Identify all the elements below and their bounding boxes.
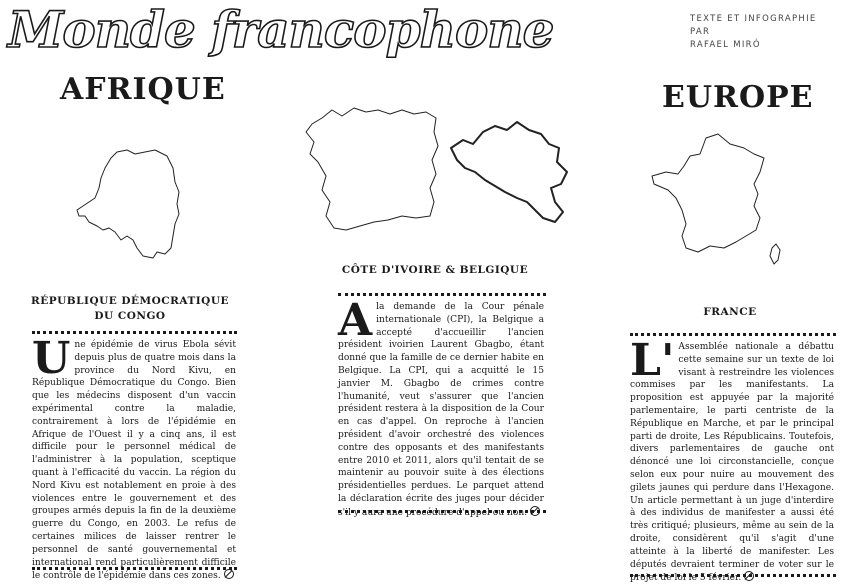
dotted-divider [630, 574, 836, 577]
article-text: la demande de la Cour pénale internationale (CPI), la Belgique a accepté d'accueillir l'ancien président ivoirien Laurent Gbagbo, étant donné que la famille de ce dernier habite en Belgique. La CPI, qui a acquitté le 15 janvier M. Gbagbo de crimes contre l'humanité, veut s'assurer que l'ancien président restera à la disposition de la Cour en cas d'appel. On reproche à l'ancien président d'avoir orchestré des violences contre des opposants et des manifestants entre 2010 et 2011, alors qu'il tentait de se maintenir au pouvoir suite à des élections présidentielles perdues. Le parquet attend la déclaration écrite des juges pour décider s'il y aura une procédure d'appel ou non. [338, 302, 544, 518]
dropcap-letter: L' [630, 335, 675, 386]
article-heading-france: FRANCE [703, 306, 757, 318]
belgium-map-outline [445, 118, 575, 228]
article-text: Assemblée nationale a débattu cette semaine sur un texte de loi visant à restreindre les violences commises par les manifestants. La proposition est appuyée par la majorité parlementaire, le parti centriste de la République en Marche, et par le principal parti de droite, Les Républicains. Toutefois, divers parlementaires de gauche ont dénoncé une loi circonstancielle, conçue selon eux pour nuire au mouvement des gilets jaunes qui perdure dans l'Hexagone. Un article permettant à un juge d'interdire à des individus de manifester a aussi été très critiqué; plusieurs, même au sein de la droite, considèrent qu'il s'agit d'une atteinte à la liberté de manifester. Les députés devraient terminer de voter sur le projet de loi le 5 février. [630, 342, 834, 584]
article-france [630, 335, 834, 585]
region-heading-europe: EUROPE [662, 80, 814, 115]
credits-author: RAFAEL MIRÓ [690, 40, 761, 50]
dotted-divider [338, 510, 546, 513]
dotted-divider [32, 567, 237, 570]
article-ci-be [338, 295, 544, 520]
dropcap-letter: U [32, 333, 71, 384]
article-rdc [32, 333, 236, 583]
credits-line: TEXTE ET INFOGRAPHIE PAR [690, 14, 817, 37]
end-mark-icon [224, 569, 234, 579]
dropcap-letter: A [338, 295, 373, 346]
article-text: ne épidémie de virus Ebola sévit depuis plus de quatre mois dans la province du Nord Kivu, en République Démocratique du Congo. Bien que les médecins disposent d'un vaccin expérimental contre la maladie, contrairement à lors de l'épidémie en Afrique de l'Ouest il y a cinq ans, il est difficile pour le personnel médical de l'administrer à la population, sceptique quant à l'efficacité du vaccin. La région du Nord Kivu est notablement en proie à des violences entre le gouvernement et des groupes armés depuis la fin de la deuxième guerre du Congo, en 2003. Le refus de certaines milices de laisser rentrer le personnel de santé gouvernemental et international rend particulièrement difficile le contrôle de l'épidémie dans ces zones. [32, 340, 236, 582]
france-map-outline [648, 132, 788, 267]
page-title: Monde francophone [8, 0, 554, 59]
article-heading-ci-be: CÔTE D'IVOIRE & BELGIQUE [341, 264, 529, 276]
author-credits [690, 13, 840, 52]
article-heading-rdc: RÉPUBLIQUE DÉMOCRATIQUE DU CONGO [31, 295, 229, 322]
cote-divoire-map-outline [302, 104, 447, 239]
region-heading-africa: AFRIQUE [60, 72, 226, 107]
rdc-map-outline [75, 148, 185, 263]
